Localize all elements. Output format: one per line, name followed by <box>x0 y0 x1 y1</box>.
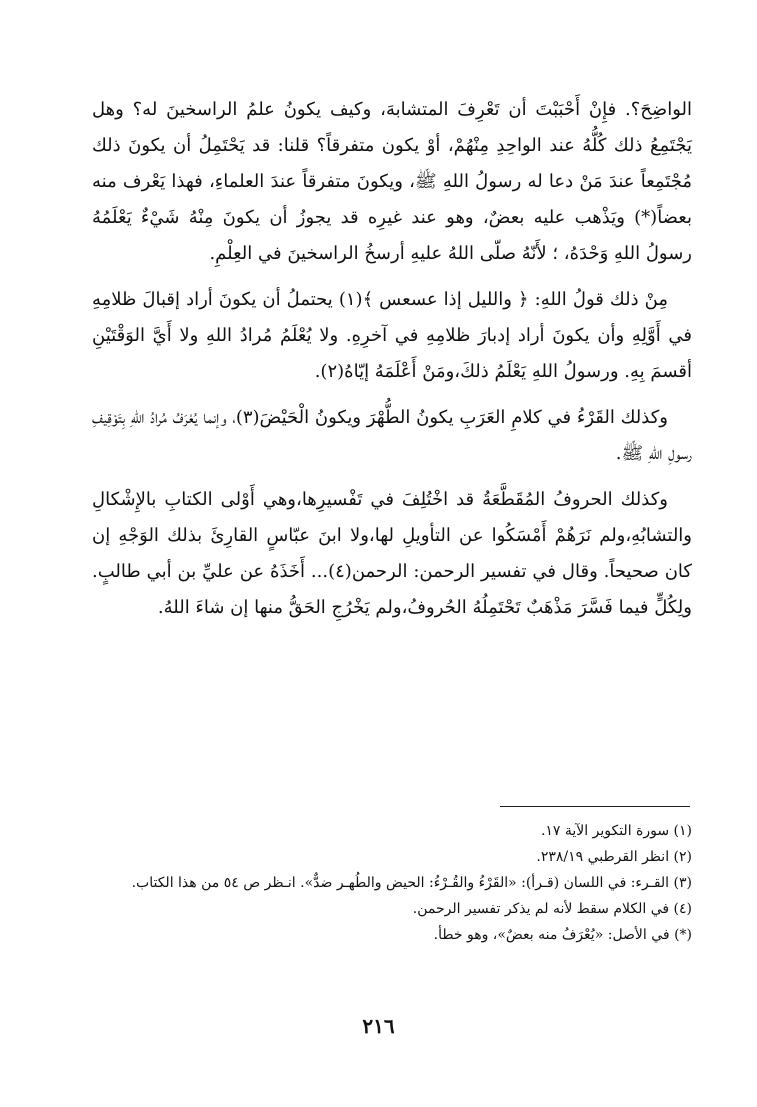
page-number: ٢١٦ <box>362 1014 395 1038</box>
footnote-divider <box>500 806 690 807</box>
paragraph-3: وكذلك القَرْءُ في كلامِ العَرَبِ يكونُ الطُّهْرَ ويكونُ الْحَيْضَ(٣)، وإنما يُعْرَفُ مُرادُ اللهِ بِتَوْقِيفِ رسولِ اللهِ ﷺ. <box>92 407 692 464</box>
footnote-3: (٣) القـرء: في اللسان (قـرأ): «القَرْءُ والقُـرْءُ: الحيض والطُهـر ضدٌّ». انـظر ص ٥٤ من هذا الكتاب. <box>131 875 692 891</box>
footnote-2: (٢) انظر القرطبي ٢٣٨/١٩. <box>536 849 692 865</box>
footnotes <box>92 818 692 948</box>
paragraph-2: مِنْ ذلك قولُ اللهِ: ﴿ والليل إذا عسعس ﴾(١) يحتملُ أن يكونَ أراد إقبالَ ظلامِهِ في أَوَّلِهِ وأن يكونَ أراد إدبارَ ظلامِهِ في آخرِهِ. ولا يُعْلَمُ مُرادُ اللهِ ولا أَيَّ الوَقْتَيْنِ أقسمَ بِهِ. ورسولُ اللهِ يَعْلَمُ ذلكَ،ومَنْ أَعْلَمَهُ إيّاهُ(٢). <box>92 289 692 382</box>
paragraph-1: الواضِحَ؟. فإِنْ أَحْبَبْتَ أن تَعْرِفَ المتشابهَ، وكيف يكونُ علمُ الراسخينَ له؟ وهل يَجْتَمِعُ ذلك كُلُّهُ عند الواحِدِ مِنْهُمْ، أوْ يكون متفرقاً؟ قلنا: قد يَحْتَمِلُ أن يكونَ ذلك مُجْتَمِعاً عندَ مَنْ دعا له رسولُ اللهِ ﷺ، ويكونَ متفرقاً عندَ العلماءِ، فهذا يَعْرف منه بعضاً(*) ويَذْهب عليه بعضٌ، وهو عند غيرِه قد يجوزُ أن يكونَ مِنْهُ شَيْءٌ يَعْلَمُهُ رسولُ اللهِ وَحْدَهُ، ؛ لأَنّهُ صلّى اللهُ عليهِ أرسخُ الراسخينَ في العِلْمِ. <box>92 99 692 264</box>
main-text <box>92 92 692 636</box>
paragraph-4: وكذلك الحروفُ المُقَطَّعَةُ قد اخْتُلِفَ في تَفْسيرِها،وهي أَوْلى الكتابِ بالإِشْكالِ والتشابُهِ،ولم نَرَهُمْ أَمْسَكُوا عن التأويلِ لها،ولا ابنَ عبّاسٍ القارِئَ بذلك الوَجْهِ إن كان صحيحاً. وقال في تفسير الرحمن: الرحمن(٤)... أَخَذَهُ عن عليِّ بن أبي طالبٍ. ولِكُلٍّ فيما فَسَّرَ مَذْهَبٌ تَحْتَمِلُهُ الحُروفُ،ولم يَخْرُجِ الحَقُّ منها إن شاءَ اللهُ. <box>92 489 692 618</box>
footnote-1: (١) سورة التكوير الآية ١٧. <box>540 823 692 839</box>
footnote-4: (٤) في الكلام سقط لأنه لم يذكر تفسير الرحمن. <box>412 901 692 917</box>
footnote-star: (*) في الأصل: «يُعْرَفُ منه بعضٌ»، وهو خطأ. <box>433 927 692 943</box>
